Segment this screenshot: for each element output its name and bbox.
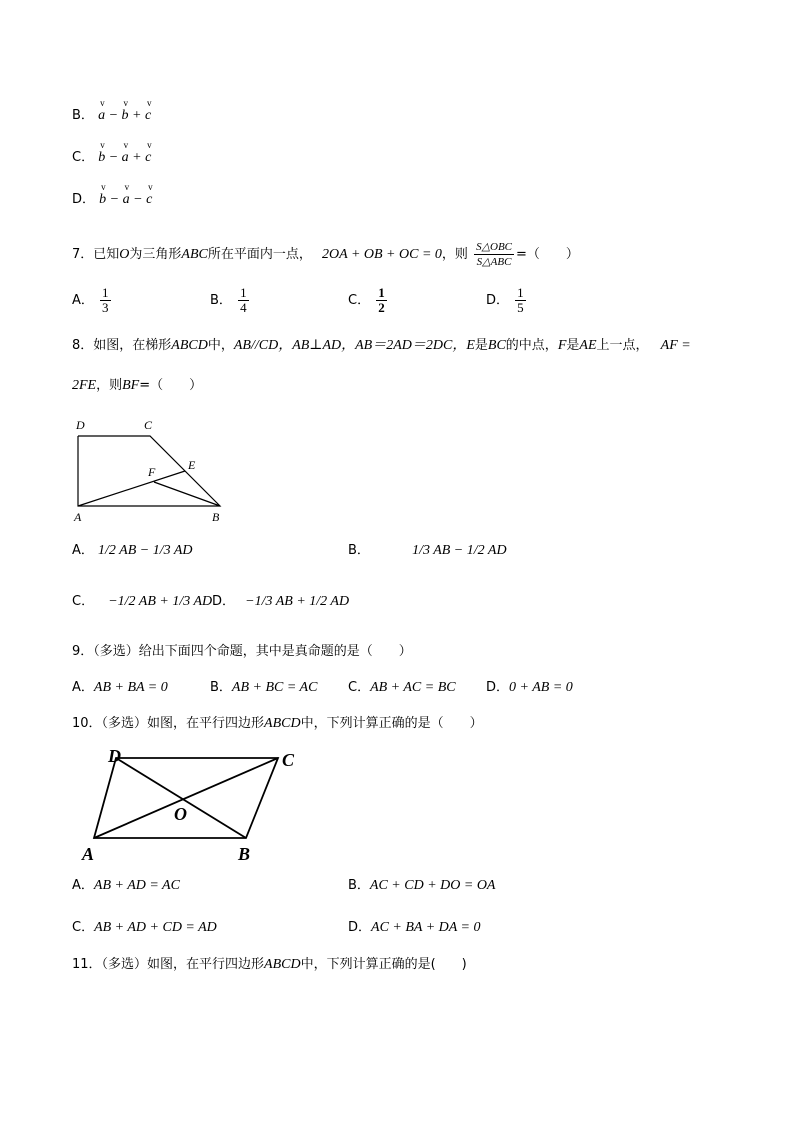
- q8-option-b: B． 1/3 AB − 1/2 AD: [348, 543, 507, 558]
- q8-label-c: C: [144, 418, 153, 432]
- q6-option-d-expr: b v − a v − c v: [99, 182, 153, 207]
- q8-trapezoid-figure: [70, 414, 240, 526]
- q6-option-d: D． b v − a v − c v: [72, 182, 153, 207]
- q7-equation: 2OA + OB + OC = 0: [322, 247, 442, 262]
- q9-option-d: D．0 + AB = 0: [486, 680, 573, 695]
- q9-stem: 9．（多选）给出下面四个命题，其中是真命题的是（ ）: [72, 644, 412, 659]
- q8-label-b: B: [212, 510, 220, 524]
- q8-stem-line1: 8．如图，在梯形ABCD中，AB//CD，AB⊥AD，AB＝2AD＝2DC，E是BC的中点，F是AE上一点， AF =: [72, 338, 691, 353]
- q11-stem: 11．（多选）如图，在平行四边形ABCD中，下列计算正确的是( ): [72, 957, 467, 972]
- q8-label-e: E: [188, 458, 196, 472]
- q10-label-c: C: [282, 750, 295, 770]
- q8-label-a: A: [74, 510, 82, 524]
- q7-stem: 7．已知O为三角形ABC所在平面内一点， 2OA + OB + OC = 0，则 $\frac{\text{S△OBC}}{\text{S△ABC}}$ =（ ）: [72, 241, 579, 268]
- q10-option-d: D．AC + BA + DA = 0: [348, 920, 481, 935]
- q9-option-a: A．AB + BA = 0: [72, 680, 168, 695]
- q8-option-a: A． 1/2 AB − 1/3 AD: [72, 543, 193, 558]
- q6-option-c-expr: b v − a v + c v: [98, 140, 152, 165]
- q10-option-b: B．AC + CD + DO = OA: [348, 878, 496, 893]
- q10-option-c: C．AB + AD + CD = AD: [72, 920, 217, 935]
- q10-label-o: O: [174, 804, 187, 824]
- q7-option-d: D． $\frac{1}{5}$: [486, 285, 524, 315]
- q10-option-a: A．AB + AD = AC: [72, 878, 180, 893]
- q8-label-d: D: [76, 418, 85, 432]
- q7-option-a: A． $\frac{1}{3}$: [72, 285, 109, 315]
- q10-label-d: D: [108, 746, 121, 766]
- q7-area-ratio: $\frac{\text{S△OBC}}{\text{S△ABC}}$: [476, 241, 513, 268]
- q10-parallelogram-figure: [78, 744, 308, 866]
- q6-option-b-expr: a v − b v + c v: [98, 98, 152, 123]
- q7-option-c: C． $\frac{1}{2}$: [348, 285, 385, 315]
- q8-label-f: F: [148, 465, 156, 479]
- q7-option-b: B． $\frac{1}{4}$: [210, 285, 247, 315]
- q6-option-c: C． b v − a v + c v: [72, 140, 152, 165]
- q10-stem: 10．（多选）如图，在平行四边形ABCD中，下列计算正确的是（ ）: [72, 716, 483, 731]
- q10-label-a: A: [82, 844, 95, 864]
- q6-option-b: B． a v − b v + c v: [72, 98, 152, 123]
- q9-option-b: B．AB + BC = AC: [210, 680, 318, 695]
- q9-option-c: C．AB + AC = BC: [348, 680, 456, 695]
- q8-stem-line2: 2FE，则BF=（ ）: [72, 378, 203, 393]
- q8-option-d: D． −1/3 AB + 1/2 AD: [212, 594, 350, 609]
- q10-label-b: B: [238, 844, 251, 864]
- q8-option-c: C． −1/2 AB + 1/3 AD: [72, 594, 213, 609]
